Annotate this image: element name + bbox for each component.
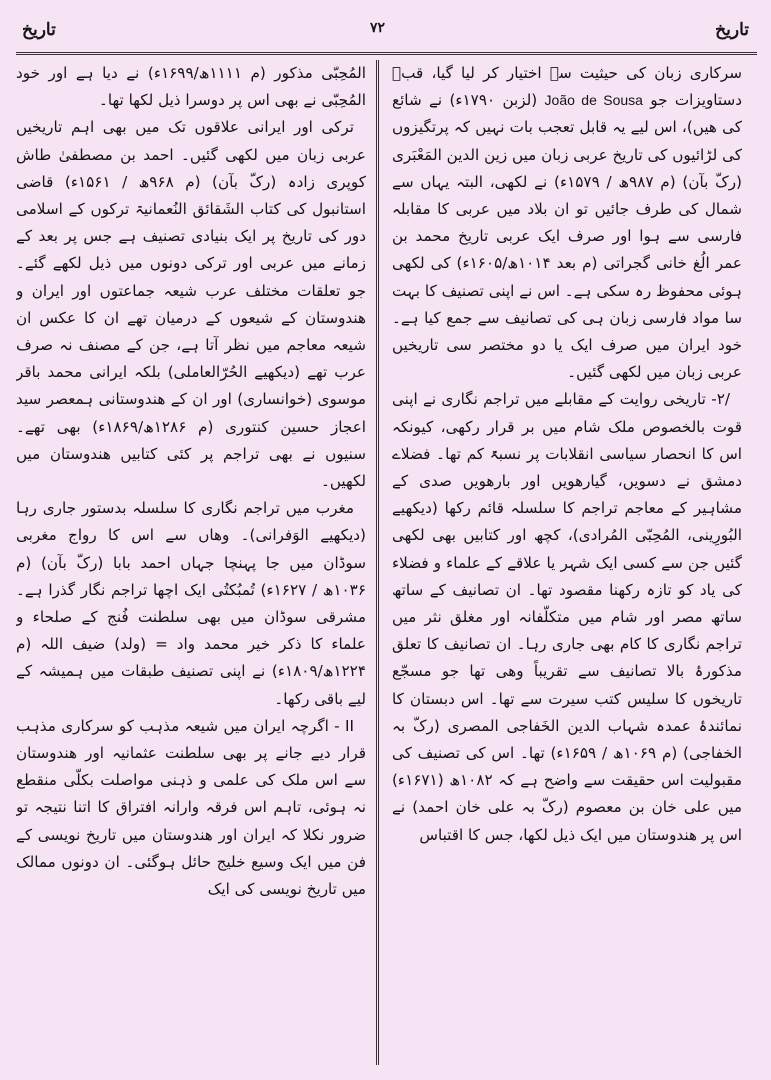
column-divider: [376, 60, 379, 1065]
paragraph: /۲- تاریخی روایت کے مقابلے میں تراجم نگاری نے اپنی قوت بالخصوص ملک شام میں بر قرار رکھی، کیونکہ اس کا انحصار سیاسی انقلابات پر نسبۃً کم تھا۔ فضلاے دمشق نے دسویں، گیارھویں اور بارھویں صدی کے مشاہیر کے معاجم تراجم کا سلسلہ قائم رکھا (دیکھیے البُورِینی، المُحِبّی المُرادی)، کچھ اور کتابیں بھی لکھی گئیں جن سے کسی ایک شہر یا علاقے کے علماء و فضلاء کی یاد کو تازہ رکھنا مقصود تھا۔ ان تصانیف کے ساتھ ساتھ مصر اور شام میں متکلّفانہ اور مغلق نثر میں تراجم نگاری کا کام بھی جاری رہا۔ ان تصانیف کا تعلق مذکورۂ بالا تصانیف سے تقریباً وھی تھا جو مسجّع تاریخوں کا سلیس کتب سیرت سے تھا۔ اس دبستان کا نمائندۂ عمدہ شہاب الدین الخَفاجی المصری (رکّ بہ الخفاجی) (م ۱۰۶۹ھ / ۱۶۵۹ء) تھا۔ اس کی تصنیف کی مقبولیت اس حقیقت سے واضح ہے کہ ۱۰۸۲ھ (۱۶۷۱ء) میں علی خان بن معصوم (رکّ بہ علی خان احمد) نے اس پر ھندوستان میں ایک ذیل لکھا، جس کا اقتباس: [392, 390, 742, 844]
page-number: ۷۲: [370, 20, 386, 36]
page-header: [0, 14, 771, 52]
running-title-left: تاریخ: [22, 20, 56, 40]
paragraph: مغرب میں تراجم نگاری کا سلسلہ بدستور جاری رہا (دیکھیے الوَفرانی)۔ وھاں سے اس کا رواج مغربی سوڈان میں جا پہنچا جہاں احمد بابا (رکّ بآن) (م ۱۰۳۶ھ / ۱۶۲۷ء) تُمبُکتُی ایک اچھا تراجم نگار گذرا ہے۔ مشرقی سوڈان میں بھی سلطنت فُنج کے صلحاء و علماء کا ذکر خیر محمد واد = (ولد) ضیف اللہ (م ۱۲۲۴ھ/۱۸۰۹ء) نے اپنی تصنیف طبقات میں ہمیشہ کے لیے باقی رکھا۔: [16, 499, 366, 708]
text-run: سرکاری زبان کی حیثیت سے اختیار کر لیا گیا، قبؔ دستاویزات جو: [392, 64, 742, 110]
latin-name: João de Sousa: [544, 92, 643, 109]
paragraph: II - اگرچہ ایران میں شیعہ مذہب کو سرکاری مذہب قرار دیے جانے پر بھی سلطنت عثمانیہ اور ھندوستان سے اس ملک کی علمی و ذہنی مواصلت بکلّی منقطع نہ ہوئی، تاہم اس فرقہ وارانہ افتراق کا اتنا نتیجہ تو ضرور نکلا کہ ایران اور ھندوستان میں تاریخ نویسی کے فن میں ایک وسیع خلیج حائل ہوگئی۔ ان دونوں ممالک میں تاریخ نویسی کی ایک: [16, 716, 366, 899]
paragraph: [392, 60, 742, 386]
left-column: [16, 60, 366, 1065]
paragraph: المُحِبّی مذکور (م ۱۱۱۱ھ/۱۶۹۹ء) نے دیا ہے اور خود المُحِبّی نے بھی اس پر دوسرا ذیل لکھا تھا۔: [16, 64, 366, 110]
paragraph: ترکی اور ایرانی علاقوں تک میں بھی اہم تاریخیں عربی زبان میں لکھی گئیں۔ احمد بن مصطفیٰ طاش کوپری زادہ (رکّ بآن) (م ۹۶۸ھ / ۱۵۶۱ء) قاضی استانبول کی کتاب الشَقائق النُعمانیۃ ترکوں کے اسلامی دور کی تاریخ پر ایک بنیادی تصنیف ہے جس پر بعد کے زمانے میں عربی اور ترکی دونوں میں ذیل لکھے گئے۔ جو تعلقات مختلف عرب شیعہ جماعتوں اور ایران و ھندوستان کے شیعوں کے درمیان تھے ان کا عکس ان شیعہ معاجم میں نظر آتا ہے، جن کے مصنف نہ صرف عرب تھے (دیکھیے الحُرّالعاملی) بلکہ ایرانی محمد باقر موسوی (خوانساری) اور ان کے ھندوستانی ہمعصر سید اعجاز حسین کنتوری (م ۱۲۸۶ھ/۱۸۶۹ء) بھی تھے۔ سنیوں نے بھی تراجم پر کئی کتابیں ھندوستان میں لکھیں۔: [16, 118, 366, 491]
header-rule: [16, 52, 757, 55]
right-column: [392, 60, 742, 1065]
text-run: (لزبن ۱۷۹۰ء) نے شائع کی ھیں)، اس لیے یہ قابل تعجب بات نہیں کہ پرتگیزوں کی لڑائیوں کی تاریخ عربی زبان میں زین الدین المَعْبَری (رکّ بآن) (م ۹۸۷ھ / ۱۵۷۹ء) نے لکھی، البتہ یہاں سے شمال کی طرف جائیں تو ان بلاد میں عربی کا مقابلہ فارسی سے ہوا اور صرف ایک عربی تاریخ محمد بن عمر الُغ خانی گجراتی (م بعد ۱۰۱۴ھ/۱۶۰۵ء) کی لکھی ہوئی محفوظ رہ سکی ہے۔ اس نے اپنی تصنیف کا بہت سا مواد فارسی زبان ہی کی تصانیف سے جمع کیا ہے۔ خود ایران میں صرف ایک یا دو مختصر سی تاریخیں عربی زبان میں لکھی گئیں۔: [392, 91, 742, 382]
running-title-right: تاریخ: [715, 20, 749, 40]
